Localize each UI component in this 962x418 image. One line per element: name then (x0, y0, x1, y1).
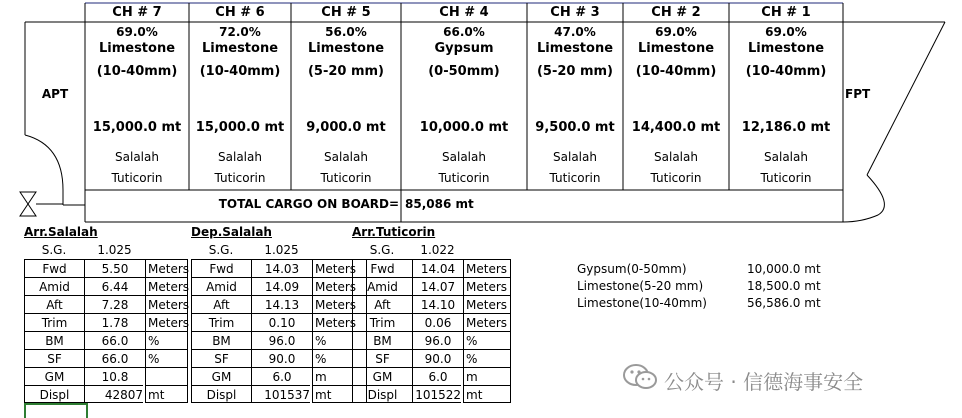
hold-header: CH # 5 (321, 5, 371, 20)
param-value: 66.0 (84, 331, 145, 349)
param-label: Trim (24, 313, 84, 331)
fill-percent: 56.0% (325, 25, 367, 39)
wechat-icon (622, 362, 658, 392)
load-port: Salalah (654, 150, 698, 164)
param-label: Trim (191, 313, 251, 331)
summary-quantity: 56,586.0 mt (747, 296, 821, 310)
param-label: Amid (352, 277, 412, 295)
param-value: 14.13 (251, 295, 312, 313)
param-label: Aft (352, 295, 412, 313)
param-unit: % (145, 331, 188, 349)
param-unit: Meters (312, 259, 367, 277)
apt-label: APT (41, 87, 69, 101)
param-value: 14.04 (412, 259, 463, 277)
fill-percent: 72.0% (219, 25, 261, 39)
param-label: Fwd (352, 259, 412, 277)
condition-title: Arr.Salalah (24, 225, 98, 239)
cargo-name: Limestone (98, 41, 176, 56)
load-port: Salalah (764, 150, 808, 164)
param-label: Trim (352, 313, 412, 331)
param-value: 101537 (251, 385, 310, 403)
param-unit: mt (463, 385, 511, 403)
param-label: GM (191, 367, 251, 385)
param-label: GM (24, 367, 84, 385)
param-unit: Meters (145, 277, 188, 295)
hold-header: CH # 6 (215, 5, 265, 20)
cargo-quantity: 15,000.0 mt (195, 120, 285, 135)
cargo-size: (0-50mm) (428, 64, 500, 79)
load-port: Salalah (324, 150, 368, 164)
sg-label: S.G. (369, 243, 395, 257)
param-unit: Meters (312, 277, 367, 295)
param-unit: Meters (145, 259, 188, 277)
param-value: 5.50 (84, 259, 145, 277)
cargo-size: (10-40mm) (745, 64, 827, 79)
selected-cell[interactable] (24, 403, 88, 418)
summary-cargo: Limestone(5-20 mm) (577, 279, 704, 293)
cargo-size: (10-40mm) (635, 64, 717, 79)
condition-title: Arr.Tuticorin (352, 225, 436, 239)
hold-header: CH # 4 (439, 5, 489, 20)
param-unit: Meters (312, 313, 367, 331)
fill-percent: 47.0% (554, 25, 596, 39)
param-label: GM (352, 367, 412, 385)
cargo-quantity: 14,400.0 mt (631, 120, 721, 135)
param-unit: Meters (463, 259, 511, 277)
discharge-port: Tuticorin (760, 171, 812, 185)
param-unit (145, 367, 188, 385)
param-label: Aft (191, 295, 251, 313)
param-value: 14.03 (251, 259, 312, 277)
param-unit: mt (145, 385, 188, 403)
cargo-name: Limestone (307, 41, 385, 56)
discharge-port: Tuticorin (650, 171, 702, 185)
fill-percent: 69.0% (655, 25, 697, 39)
sg-value: 1.025 (264, 243, 299, 257)
cargo-size: (5-20 mm) (307, 64, 385, 79)
param-label: Fwd (191, 259, 251, 277)
param-value: 90.0 (251, 349, 312, 367)
param-unit: Meters (463, 295, 511, 313)
param-label: Displ (191, 385, 251, 403)
cargo-quantity: 15,000.0 mt (92, 120, 182, 135)
hold-header: CH # 7 (112, 5, 162, 20)
cargo-name: Limestone (637, 41, 715, 56)
summary-cargo: Limestone(10-40mm) (577, 296, 707, 310)
param-unit: % (145, 349, 188, 367)
condition-title: Dep.Salalah (191, 225, 272, 239)
param-value: 0.10 (251, 313, 312, 331)
param-label: Displ (352, 385, 412, 403)
discharge-port: Tuticorin (111, 171, 163, 185)
param-unit: Meters (145, 313, 188, 331)
param-unit: Meters (463, 313, 511, 331)
load-port: Salalah (218, 150, 262, 164)
param-value: 6.0 (251, 367, 312, 385)
param-label: SF (352, 349, 412, 367)
param-value: 101522 (412, 385, 461, 403)
param-label: SF (191, 349, 251, 367)
cargo-name: Limestone (747, 41, 825, 56)
cargo-name: Gypsum (434, 41, 494, 56)
fill-percent: 66.0% (443, 25, 485, 39)
summary-cargo: Gypsum(0-50mm) (577, 262, 687, 276)
param-unit: Meters (463, 277, 511, 295)
hold-header: CH # 1 (761, 5, 811, 20)
param-value: 6.0 (412, 367, 463, 385)
cargo-quantity: 10,000.0 mt (419, 120, 509, 135)
fill-percent: 69.0% (765, 25, 807, 39)
param-label: BM (352, 331, 412, 349)
param-value: 0.06 (412, 313, 463, 331)
fill-percent: 69.0% (116, 25, 158, 39)
load-port: Salalah (115, 150, 159, 164)
param-value: 6.44 (84, 277, 145, 295)
cargo-quantity: 9,500.0 mt (535, 120, 615, 135)
summary-quantity: 18,500.0 mt (747, 279, 821, 293)
param-value: 14.07 (412, 277, 463, 295)
param-label: Amid (24, 277, 84, 295)
param-unit: Meters (312, 295, 367, 313)
param-label: Displ (24, 385, 84, 403)
param-label: Aft (24, 295, 84, 313)
fpt-label: FPT (845, 87, 871, 101)
total-cargo-value: 85,086 mt (405, 197, 474, 211)
param-unit: % (463, 331, 511, 349)
param-unit: % (463, 349, 511, 367)
cargo-size: (10-40mm) (96, 64, 178, 79)
param-unit: mt (312, 385, 367, 403)
load-port: Salalah (442, 150, 486, 164)
param-unit: % (312, 349, 367, 367)
param-unit: m (463, 367, 511, 385)
hold-header: CH # 2 (651, 5, 701, 20)
param-label: Fwd (24, 259, 84, 277)
discharge-port: Tuticorin (320, 171, 372, 185)
cargo-size: (5-20 mm) (536, 64, 614, 79)
summary-quantity: 10,000.0 mt (747, 262, 821, 276)
cargo-name: Limestone (201, 41, 279, 56)
cargo-quantity: 12,186.0 mt (741, 120, 831, 135)
param-value: 1.78 (84, 313, 145, 331)
param-value: 10.8 (84, 367, 145, 385)
param-value: 7.28 (84, 295, 145, 313)
param-label: SF (24, 349, 84, 367)
param-value: 42807 (84, 385, 143, 403)
sg-label: S.G. (208, 243, 234, 257)
param-value: 66.0 (84, 349, 145, 367)
discharge-port: Tuticorin (549, 171, 601, 185)
param-value: 96.0 (251, 331, 312, 349)
sg-value: 1.022 (420, 243, 455, 257)
hold-header: CH # 3 (550, 5, 600, 20)
param-unit: % (312, 331, 367, 349)
param-value: 90.0 (412, 349, 463, 367)
param-value: 96.0 (412, 331, 463, 349)
watermark: 公众号 · 信德海事安全 (664, 370, 864, 394)
sg-value: 1.025 (97, 243, 132, 257)
total-cargo-label: TOTAL CARGO ON BOARD= (218, 197, 399, 211)
param-value: 14.09 (251, 277, 312, 295)
sg-label: S.G. (41, 243, 67, 257)
discharge-port: Tuticorin (438, 171, 490, 185)
discharge-port: Tuticorin (214, 171, 266, 185)
param-label: BM (24, 331, 84, 349)
cargo-size: (10-40mm) (199, 64, 281, 79)
param-unit: m (312, 367, 367, 385)
cargo-name: Limestone (536, 41, 614, 56)
param-label: BM (191, 331, 251, 349)
load-port: Salalah (553, 150, 597, 164)
cargo-quantity: 9,000.0 mt (306, 120, 386, 135)
param-value: 14.10 (412, 295, 463, 313)
param-label: Amid (191, 277, 251, 295)
param-unit: Meters (145, 295, 188, 313)
